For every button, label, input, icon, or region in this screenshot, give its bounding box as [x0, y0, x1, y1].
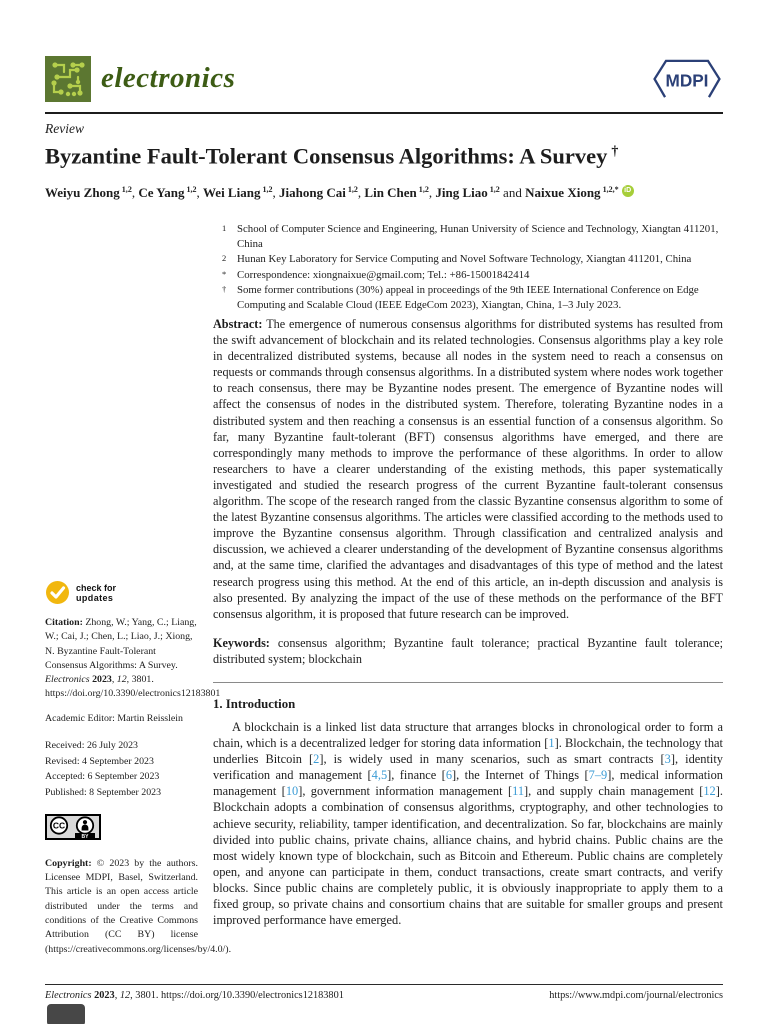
text-segment: ]. Blockchain, the technology that underlies Bitcoin [ [213, 736, 723, 767]
footer-citation [45, 990, 344, 1001]
text-segment: Jiahong Cai [279, 185, 346, 201]
article-type-label: Review [45, 121, 84, 136]
text-segment: Naixue Xiong [525, 185, 601, 201]
check-for-updates-line2: updates [76, 592, 114, 603]
text-segment: ], is widely used in many scenarios, such as smart contracts [ [319, 752, 665, 767]
journal-name: electronics [101, 62, 236, 94]
check-for-updates-line1: check for [76, 582, 117, 593]
title-dagger-marker: † [611, 144, 619, 159]
text-segment: , [114, 990, 120, 1001]
keywords-paragraph [213, 635, 723, 667]
section-heading-introduction: 1. Introduction [213, 696, 296, 711]
reference-link[interactable]: 6 [445, 768, 453, 783]
article-date-line: Accepted: 6 September 2023 [45, 771, 160, 783]
url-link[interactable]: https://doi.org/10.3390/electronics12183801 [161, 990, 344, 1001]
text-segment: ]. Blockchain adopts a combination of consensus algorithms, cryptography, and other technologies to achieve security, reliability, tamper identification, and decentralization. So far, blockchains are mainly divided into public chains, private chains, alliance chains, and hybrid chains. Public chains are the most widely known type of blockchain, such as Bitcoin and Ethereum. Public chains are completely open, and anyone can participate in them, conduct transactions, create smart contracts, and verify blocks. Since public chains are completely public, it is obviously inappropriate to apply them to a fixed group, so private chains and consortium chains that are suitable for smaller groups and present improved performance have emerged. [213, 784, 723, 928]
text-segment: consensus algorithm; Byzantine fault tolerance; practical Byzantine fault tolerance; distributed system; blockchain [213, 635, 724, 666]
affiliation-row [222, 252, 724, 267]
reference-link[interactable]: 11 [512, 784, 525, 799]
text-segment: ], the Internet of Things [ [452, 768, 589, 783]
text-segment: Jing Liao [435, 185, 488, 201]
check-for-updates-badge[interactable] [45, 580, 198, 605]
svg-text:MDPI: MDPI [665, 70, 709, 91]
reference-link[interactable]: 2 [313, 752, 320, 767]
reference-link[interactable]: 4,5 [371, 768, 388, 783]
check-circle-icon [45, 580, 70, 605]
text-segment: , [272, 185, 280, 201]
keywords-divider [213, 682, 723, 683]
text-segment: ], government information management [ [298, 784, 513, 799]
text-segment: 1,2 [262, 185, 273, 194]
text-segment: Copyright: [45, 857, 97, 869]
text-segment: 1,2 [121, 185, 132, 194]
electronics-journal-logo-icon [45, 56, 91, 102]
url-link[interactable]: https://creativecommons.org/licenses/by/4.0/ [48, 943, 226, 955]
copyright-block [45, 857, 232, 957]
academic-editor-line: Academic Editor: Martin Reisslein [45, 712, 183, 724]
text-segment: Ce Yang [138, 185, 185, 201]
footer-divider [45, 984, 723, 985]
cc-by-icon [45, 814, 101, 840]
reference-link[interactable]: 7–9 [588, 768, 608, 783]
article-title-text: Byzantine Fault-Tolerant Consensus Algorithms: A Survey [45, 143, 608, 169]
article-date-line: Revised: 4 September 2023 [45, 755, 154, 767]
text-segment: , [111, 674, 117, 686]
url-link[interactable]: https://doi.org/10.3390/electronics12183801 [45, 688, 221, 700]
affiliations-block [222, 222, 724, 314]
reference-link[interactable]: 1 [548, 736, 555, 751]
svg-text:BY: BY [81, 834, 89, 841]
affiliation-marker: 1 [222, 223, 227, 233]
margin-metadata-column [45, 580, 232, 957]
text-segment: , [428, 185, 436, 201]
affiliation-text: Some former contributions (30%) appeal in proceedings of the 9th IEEE International Conference on Edge Computing and Scalable Cloud (IEEE EdgeCom 2023), Xiangtan, China, 1–3 July 2023. [237, 284, 699, 311]
authors-line [45, 181, 735, 201]
page-corner-overlay [47, 1004, 85, 1024]
text-segment: and [499, 185, 526, 201]
footer-journal-url[interactable]: https://www.mdpi.com/journal/electronics [549, 990, 723, 1001]
text-segment: ], and supply chain management [ [524, 784, 704, 799]
reference-link[interactable]: 12 [703, 784, 716, 799]
text-segment: 1,2 [186, 185, 197, 194]
text-segment: Zhong, W.; Yang, C.; Liang, W.; Cai, J.; Chen, L.; Liao, J.; Xiong, N. Byzantine Fault-Tolerant Consensus Algorithms: A Survey. [45, 617, 197, 671]
header-divider [45, 112, 723, 114]
text-segment: ], medical information management [ [213, 768, 723, 799]
article-dates-block [45, 738, 198, 800]
text-segment: A blockchain is a linked list data structure that arranges blocks in chronological order to form a chain, which is a decentralized ledger for storing data information [ [213, 719, 723, 751]
reference-link[interactable]: 10 [285, 784, 299, 799]
circuit-board-icon [45, 56, 91, 102]
text-segment: Abstract: [213, 317, 267, 331]
text-segment: 1,2,* [602, 185, 619, 194]
text-segment: Keywords: [213, 635, 278, 650]
text-segment: ], finance [ [387, 768, 446, 783]
text-segment: 2023 [92, 674, 112, 686]
article-date-line: Received: 26 July 2023 [45, 740, 138, 752]
reference-link[interactable]: 3 [664, 752, 671, 767]
text-segment: Lin Chen [364, 185, 417, 201]
text-segment: 1,2 [418, 185, 429, 194]
affiliation-row [222, 283, 724, 312]
affiliation-text: School of Computer Science and Engineering, Hunan University of Science and Technology, Xiangtan 411201, China [237, 223, 719, 250]
check-for-updates-label [76, 583, 116, 603]
text-segment: 1,2 [489, 185, 500, 194]
text-segment: 12 [116, 674, 127, 686]
article-title [45, 138, 735, 171]
text-segment: The emergence of numerous consensus algorithms for distributed systems has resulted from the swift advancement of blockchain and its related technologies. Consensus algorithms play a key role in decentralized distributed systems, because all nodes in the system need to reach a consensus on requests or commands through consensus algorithms. In a distributed system where nodes work together to reach consensus, there may be Byzantine nodes present. The emergence of Byzantine nodes will affect the consensus of nodes in the distributed system. Therefore, tolerating Byzantine nodes in a distributed system and then reaching a consensus is an essential function of a consensus algorithm. So far, many Byzantine fault-tolerant (BFT) consensus algorithms have emerged, and there are correspondingly many methods to improve the performance of these algorithms. In order to allow researchers to have a clearer understanding of the existing methods, this paper systematically investigated and studied the research progress of the current Byzantine fault-tolerant consensus algorithm. The scope of the research ranged from the classic Byzantine consensus algorithm to some of the latest Byzantine consensus algorithms. The articles were classified according to the methods used to improve the Byzantine consensus algorithm. Through classification and centralized analysis and discussion, we achieved a clearer understanding of the development of Byzantine consensus algorithms and, at the same time, clarified the advantages and disadvantages of this type of method and the latest research progress using this method. At the end of this article, an in-depth discussion and analysis is also presented. By analyzing the impact of the use of these methods on the performance of the BFT consensus algorithm, it is proposed that future research can be improved. [213, 317, 723, 621]
text-segment: Wei Liang [203, 185, 261, 201]
text-segment: © 2023 by the authors. Licensee MDPI, Basel, Switzerland. This article is an open access article distributed under the terms and conditions of the Creative Commons Attribution (CC BY) license ( [45, 857, 198, 955]
authors-text [45, 185, 619, 200]
affiliation-marker: † [222, 284, 227, 295]
text-segment: ). [225, 943, 232, 955]
article-body-column [213, 316, 723, 928]
affiliation-marker: * [222, 268, 227, 279]
text-segment: , [196, 185, 204, 201]
svg-text:CC: CC [52, 821, 66, 832]
abstract-paragraph [213, 316, 723, 622]
cc-by-license-badge[interactable] [45, 814, 198, 845]
text-segment: , [357, 185, 365, 201]
text-segment: , [131, 185, 139, 201]
text-segment: ], identity verification and management [ [213, 752, 723, 783]
affiliation-text: Correspondence: xiongnaixue@gmail.com; Tel.: +86-15001842414 [237, 268, 530, 281]
text-segment: 12 [119, 990, 131, 1001]
affiliation-row [222, 268, 724, 283]
text-segment: Weiyu Zhong [45, 185, 120, 201]
citation-block [45, 616, 221, 702]
mdpi-publisher-logo [650, 58, 724, 100]
text-segment: , 3801. [126, 674, 154, 686]
article-date-line: Published: 8 September 2023 [45, 786, 162, 798]
text-segment: Electronics [45, 990, 95, 1001]
affiliation-row [222, 222, 724, 251]
text-segment: 1,2 [347, 185, 358, 194]
text-segment: 2023 [94, 990, 115, 1001]
mdpi-hexagon-icon [650, 58, 724, 100]
text-segment: Electronics [45, 674, 93, 686]
introduction-paragraph [213, 719, 723, 928]
text-segment: Citation: [45, 617, 86, 628]
affiliation-text: Hunan Key Laboratory for Service Computing and Novel Software Technology, Xiangtan 411201, China [237, 253, 692, 266]
text-segment: , 3801. [130, 990, 162, 1001]
affiliation-marker: 2 [222, 253, 227, 264]
orcid-icon[interactable]: iD [622, 185, 634, 197]
